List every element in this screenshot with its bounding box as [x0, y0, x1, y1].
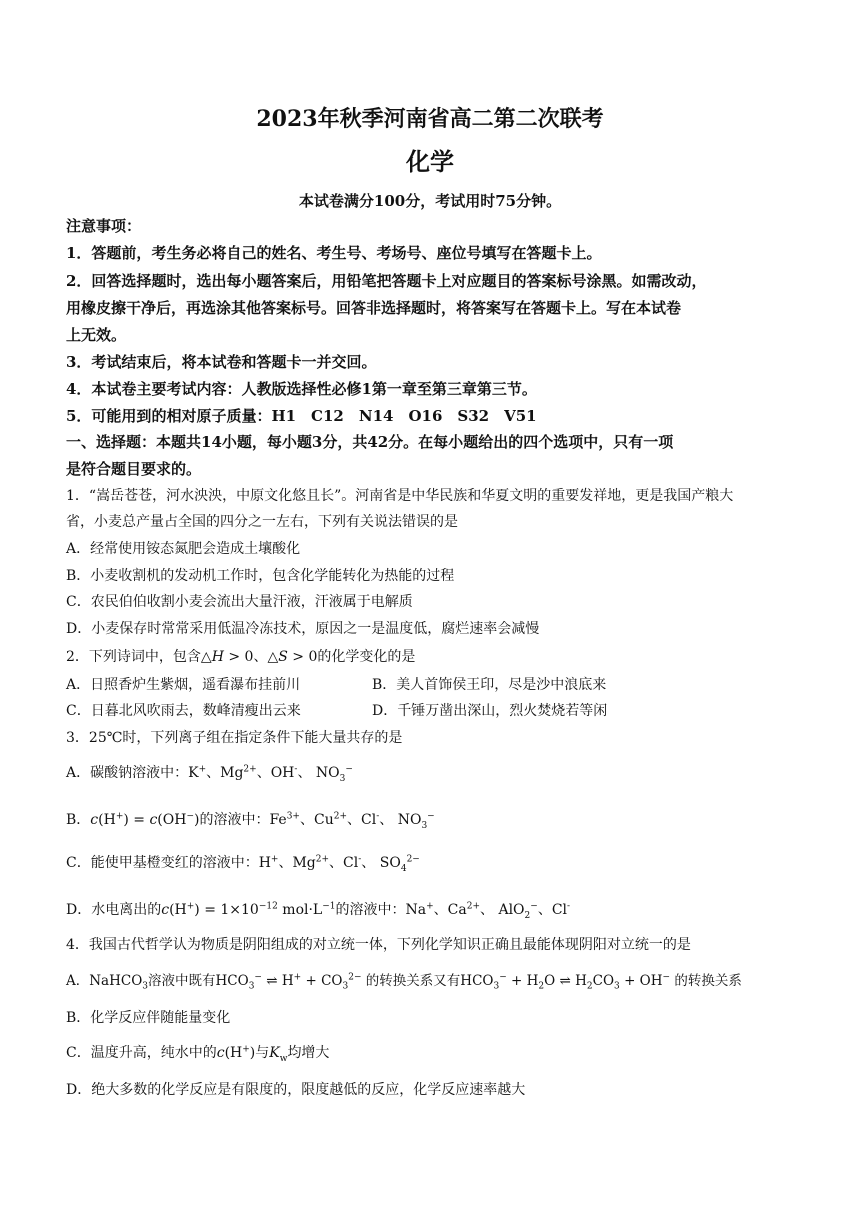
note-1: 1．答题前，考生务必将自己的姓名、考生号、考场号、座位号填写在答题卡上。: [66, 244, 602, 262]
q3-stem: 3．25℃时，下列离子组在指定条件下能大量共存的是: [66, 730, 403, 746]
delta-s-condition: △S > 0: [267, 649, 318, 665]
q2-option-c: C．日暮北风吹雨去，数峰清瘦出云来: [66, 703, 301, 719]
q1-option-c: C．农民伯伯收割小麦会流出大量汗液，汗液属于电解质: [66, 594, 413, 610]
q4-c-mid: 与: [255, 1045, 270, 1061]
q4-option-d: D．绝大多数的化学反应是有限度的，限度越低的反应，化学反应速率越大: [66, 1082, 526, 1098]
q2-option-d: D．千锤万凿出深山，烈火焚烧若等闲: [372, 703, 608, 719]
q4-a-pre: A．NaHCO: [66, 973, 143, 989]
q3-d-pre: D．水电离出的: [66, 902, 162, 918]
q3-d-mid: 的溶液中：Na: [335, 902, 427, 918]
q4-stem: 4．我国古代哲学认为物质是阴阳组成的对立统一体，下列化学知识正确且最能体现阴阳对立统一的是: [66, 937, 691, 953]
q4-option-b: B．化学反应伴随能量变化: [66, 1010, 231, 1026]
q4-option-c: C．温度升高，纯水中的c(H+)与$K_w$均增大: [66, 1044, 330, 1064]
q4-a-mid2: 的转换关系又有: [365, 973, 461, 989]
q2-stem-post: 的化学变化的是: [317, 649, 416, 665]
q1-stem-line2: 省，小麦总产量占全国的四分之一左右，下列有关说法错误的是: [66, 514, 458, 530]
note-2-line2: 用橡皮擦干净后，再选涂其他答案标号。回答非选择题时，将答案写在答题卡上。写在本试卷: [66, 299, 682, 317]
q1-option-b: B．小麦收割机的发动机工作时，包含化学能转化为热能的过程: [66, 568, 455, 584]
q3-a-pre: A．碳酸钠溶液中：K: [66, 765, 199, 781]
q3-option-b: B．c(H+) = c(OH−)的溶液中：$Fe^{3+}$、$Cu^{2+}$、Cl-、 $NO_3^-$: [66, 811, 435, 831]
q2-stem-mid: 、: [253, 649, 268, 665]
q1-option-a: A．经常使用铵态氮肥会造成土壤酸化: [66, 541, 301, 557]
q3-b-mid: 的溶液中：Fe: [199, 812, 287, 828]
q2-option-a: A．日照香炉生紫烟，遥看瀑布挂前川: [66, 677, 301, 693]
section-heading-line1: 一、选择题：本题共14小题，每小题3分，共42分。在每小题给出的四个选项中，只有一项: [66, 433, 674, 451]
note-3: 3．考试结束后，将本试卷和答题卡一并交回。: [66, 353, 377, 371]
q4-a-mid1: 溶液中既有: [148, 973, 216, 989]
q4-c-post: 均增大: [287, 1045, 330, 1061]
q3-option-d: D．水电离出的$c(H^+) = 1\times 10^{-12}$ $mol\cdot L^{-1}$的溶液中：Na+、$Ca^{2+}$、 AlO$_2$−、Cl-: [66, 901, 571, 921]
note-5: 5．可能用到的相对原子质量：H1 C12 N14 O16 S32 V51: [66, 407, 537, 425]
q2-stem-pre: 2．下列诗词中，包含: [66, 649, 201, 665]
notes-heading: 注意事项：: [66, 217, 142, 235]
q1-stem-line1: 1．“嵩岳苍苍，河水泱泱，中原文化悠且长”。河南省是中华民族和华夏文明的重要发祥地，更是我国产粮大: [66, 488, 734, 504]
q4-a-post: 的转换关系: [674, 973, 742, 989]
note-4: 4．本试卷主要考试内容：人教版选择性必修1第一章至第三章第三节。: [66, 380, 537, 398]
subject-title: 化学: [406, 147, 454, 176]
q3-c-pre: C．能使甲基橙变红的溶液中：H: [66, 855, 271, 871]
section-heading-line2: 是符合题目要求的。: [66, 460, 202, 478]
score-info: 本试卷满分100分，考试用时75分钟。: [298, 192, 562, 210]
q4-c-pre: C．温度升高，纯水中的: [66, 1045, 217, 1061]
q1-option-d: D．小麦保存时常常采用低温冷冻技术，原因之一是温度低，腐烂速率会减慢: [66, 621, 540, 637]
q2-option-b: B．美人首饰侯王印，尽是沙中浪底来: [372, 677, 607, 693]
q3-b-pre: B．: [66, 812, 91, 828]
q3-option-c: C．能使甲基橙变红的溶液中：H+、$Mg^{2+}$、Cl-、 $SO_4^{2-}$: [66, 854, 420, 874]
delta-h-condition: △H > 0: [200, 649, 254, 665]
note-2-line1: 2．回答选择题时，选出每小题答案后，用铅笔把答题卡上对应题目的答案标号涂黑。如需改动，: [66, 272, 707, 290]
q2-stem: [66, 647, 796, 667]
note-2-line3: 上无效。: [66, 326, 127, 344]
q4-option-a: A．NaHCO$_3$溶液中既有$HCO_3^-$ ⇌ $H^+ + CO_3^{2-}$ 的转换关系又有$HCO_3^- + H_2O$ ⇌ $H_2CO_3 + OH^-$ 的转换关系: [66, 972, 742, 992]
exam-title: 2023年秋季河南省高二第二次联考: [256, 106, 604, 132]
q3-option-a: A．碳酸钠溶液中：K+、$Mg^{2+}$、OH-、 $NO_3^-$: [66, 764, 353, 784]
